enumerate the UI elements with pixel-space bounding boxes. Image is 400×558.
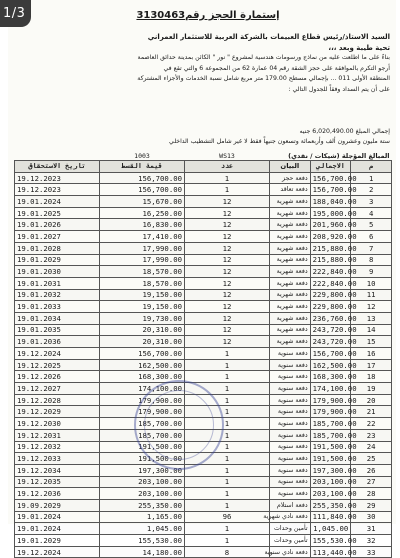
count-cell: 12 (185, 196, 270, 208)
count-cell: 1 (185, 523, 270, 535)
installment-value-cell: 18,570.00 (100, 277, 185, 289)
count-cell: 1 (185, 359, 270, 371)
index-cell: 4 (351, 207, 392, 219)
index-cell: 28 (351, 488, 392, 500)
total-cell: 243,720.00 (310, 336, 351, 348)
index-cell: 7 (351, 242, 392, 254)
total-cell: 168,300.00 (310, 371, 351, 383)
total-cell: 1,045.00 (310, 523, 351, 535)
due-date-cell: 19.01.2036 (15, 336, 100, 348)
installment-value-cell: 191,500.00 (100, 441, 185, 453)
due-date-cell: 19.12.2024 (15, 348, 100, 360)
description-cell: دفعة استلام (270, 499, 311, 511)
total-cell: 208,920.00 (310, 231, 351, 243)
index-cell: 15 (351, 336, 392, 348)
total-cell: 222,840.00 (310, 277, 351, 289)
description-cell: دفعة شهرية (270, 266, 311, 278)
count-cell: 12 (185, 231, 270, 243)
total-cell: 174,100.00 (310, 383, 351, 395)
index-cell: 27 (351, 476, 392, 488)
installment-value-cell: 255,350.00 (100, 499, 185, 511)
count-cell: 1 (185, 172, 270, 184)
description-cell: تأمين وحدات (270, 535, 311, 547)
index-cell: 16 (351, 348, 392, 360)
total-cell: 203,100.00 (310, 488, 351, 500)
count-cell: 12 (185, 301, 270, 313)
total-cell: 155,530.00 (310, 535, 351, 547)
due-date-cell: 19.12.2029 (15, 406, 100, 418)
installment-value-cell: 179,900.00 (100, 394, 185, 406)
total-cell: 203,100.00 (310, 476, 351, 488)
description-cell: دفعة شهرية (270, 231, 311, 243)
installment-value-cell: 156,700.00 (100, 348, 185, 360)
index-cell: 3 (351, 196, 392, 208)
table-row (15, 499, 392, 511)
description-cell: دفعة سنوية (270, 429, 311, 441)
due-date-cell: 19.01.2034 (15, 312, 100, 324)
description-cell: دفعة سنوية (270, 406, 311, 418)
total-cell: 201,960.00 (310, 219, 351, 231)
header-line: تحية طيبة وبعد ،،، (328, 43, 390, 52)
installment-value-cell: 1,045.00 (100, 523, 185, 535)
index-cell: 33 (351, 546, 392, 558)
document-title: إستمارة الحجز رقم3130463 (136, 10, 280, 21)
total-cell: 156,700.00 (310, 172, 351, 184)
due-date-cell: 19.09.2029 (15, 499, 100, 511)
installment-value-cell: 168,300.00 (100, 371, 185, 383)
count-cell: 1 (185, 441, 270, 453)
header-line: أرجو التكرم بالموافقة على حجز الشقة رقم 04 عمارة 62 من المجموعة 6 والتي تقع في (163, 64, 390, 72)
total-cell: 255,350.00 (310, 499, 351, 511)
total-cell: 215,880.00 (310, 254, 351, 266)
table-row (15, 476, 392, 488)
count-cell: 12 (185, 324, 270, 336)
total-cell: 229,800.00 (310, 301, 351, 313)
installment-value-cell: 156,700.00 (100, 184, 185, 196)
installment-value-cell: 19,150.00 (100, 289, 185, 301)
due-date-cell: 19.12.2031 (15, 429, 100, 441)
due-date-cell: 19.01.2026 (15, 219, 100, 231)
index-cell: 32 (351, 535, 392, 547)
table-row (15, 429, 392, 441)
due-date-cell: 19.12.2034 (15, 464, 100, 476)
table-row (15, 394, 392, 406)
due-date-cell: 19.01.2031 (15, 277, 100, 289)
index-cell: 30 (351, 511, 392, 523)
description-cell: دفعة شهرية (270, 324, 311, 336)
total-cell: 195,000.00 (310, 207, 351, 219)
table-row (15, 546, 392, 558)
due-date-cell: 19.01.2035 (15, 324, 100, 336)
due-date-cell: 19.01.2030 (15, 266, 100, 278)
summary-line: ستة مليون وعشرون ألف وأربعمائة وتسعون جنيهاً فقط لا غير شامل التشطيب الداخلي (169, 138, 390, 145)
installment-value-cell: 174,100.00 (100, 383, 185, 395)
table-row (15, 453, 392, 465)
description-cell: دفعة سنوية (270, 476, 311, 488)
description-cell: دفعة شهرية (270, 301, 311, 313)
summary-line: إجمالي المبلغ 6,020,490.00 جنيه (299, 128, 390, 135)
index-cell: 17 (351, 359, 392, 371)
letter-header (16, 32, 390, 95)
count-cell: 1 (185, 476, 270, 488)
header-installment-value: قيمة القسط (100, 161, 185, 173)
table-row (15, 488, 392, 500)
total-cell: 222,840.00 (310, 266, 351, 278)
description-cell: دفعة سنوية (270, 348, 311, 360)
due-date-cell: 19.12.2026 (15, 371, 100, 383)
header-total: الاجمالي (310, 161, 351, 173)
table-row (15, 242, 392, 254)
total-cell: 179,900.00 (310, 406, 351, 418)
index-cell: 21 (351, 406, 392, 418)
table-row (15, 418, 392, 430)
table-row (15, 441, 392, 453)
description-cell: دفعة شهرية (270, 277, 311, 289)
document-page (8, 0, 396, 557)
count-cell: 1 (185, 429, 270, 441)
total-cell: 197,300.00 (310, 464, 351, 476)
index-cell: 18 (351, 371, 392, 383)
count-cell: 12 (185, 336, 270, 348)
header-count: عدد (185, 161, 270, 173)
header-line: السيد الاستاذ/رئيس قطاع العبيمات بالشركة العربية للاستثمار العمراني (147, 33, 390, 41)
count-cell: 12 (185, 242, 270, 254)
description-cell: دفعة شهرية (270, 219, 311, 231)
installment-value-cell: 14,180.00 (100, 546, 185, 558)
due-date-cell: 19.01.2024 (15, 523, 100, 535)
table-row (15, 336, 392, 348)
index-cell: 14 (351, 324, 392, 336)
due-date-cell: 19.01.2032 (15, 289, 100, 301)
count-cell: 96 (185, 511, 270, 523)
due-date-cell: 19.01.2028 (15, 242, 100, 254)
due-date-cell: 19.12.2035 (15, 476, 100, 488)
index-cell: 31 (351, 523, 392, 535)
table-row (15, 184, 392, 196)
description-cell: دفعة حجز (270, 172, 311, 184)
description-cell: دفعة تعاقد (270, 184, 311, 196)
description-cell: دفعة سنوية (270, 464, 311, 476)
count-cell: 12 (185, 266, 270, 278)
index-cell: 9 (351, 266, 392, 278)
index-cell: 29 (351, 499, 392, 511)
total-cell: 156,700.00 (310, 348, 351, 360)
index-cell: 5 (351, 219, 392, 231)
header-line: المنطقة الأولى 011 ... بإجمالي مسطح 179.00 متر مربع شامل نسبة الخدمات والأجزاء المشتركة (137, 75, 390, 82)
count-cell: 1 (185, 464, 270, 476)
table-row (15, 371, 392, 383)
due-date-cell: 19.12.2030 (15, 418, 100, 430)
due-date-cell: 19.01.2027 (15, 231, 100, 243)
header-description: البيان (270, 161, 311, 173)
description-cell: دفعة نادي سنوية (270, 546, 311, 558)
due-date-cell: 19.12.2023 (15, 184, 100, 196)
count-cell: 1 (185, 371, 270, 383)
due-date-cell: 19.01.2029 (15, 254, 100, 266)
table-row (15, 383, 392, 395)
installment-value-cell: 203,100.00 (100, 488, 185, 500)
installment-value-cell: 185,700.00 (100, 429, 185, 441)
table-row (15, 312, 392, 324)
table-row (15, 277, 392, 289)
index-cell: 2 (351, 184, 392, 196)
table-title: المبالغ المؤجلة (شيكات / نقدي) (288, 151, 390, 160)
installment-value-cell: 179,900.00 (100, 406, 185, 418)
installment-value-cell: 203,100.00 (100, 476, 185, 488)
description-cell: دفعة شهرية (270, 289, 311, 301)
table-ref-row (15, 151, 392, 161)
table-row (15, 464, 392, 476)
description-cell: دفعة شهرية (270, 242, 311, 254)
description-cell: دفعة سنوية (270, 394, 311, 406)
count-cell: 1 (185, 453, 270, 465)
page-indicator-badge: 1/3 (0, 0, 31, 27)
due-date-cell: 19.12.2024 (15, 546, 100, 558)
index-cell: 25 (351, 453, 392, 465)
table-row (15, 254, 392, 266)
table-row (15, 406, 392, 418)
due-date-cell: 19.01.2024 (15, 511, 100, 523)
installment-value-cell: 156,700.00 (100, 172, 185, 184)
header-line: على أن يتم السداد وفقاً للجدول التالي : (288, 85, 390, 93)
count-cell: 1 (185, 418, 270, 430)
total-cell: 243,720.00 (310, 324, 351, 336)
table-row (15, 266, 392, 278)
installment-value-cell: 155,530.00 (100, 535, 185, 547)
due-date-cell: 19.01.2033 (15, 301, 100, 313)
due-date-cell: 19.12.2027 (15, 383, 100, 395)
index-cell: 11 (351, 289, 392, 301)
total-cell: 215,880.00 (310, 242, 351, 254)
count-cell: 1 (185, 535, 270, 547)
index-cell: 24 (351, 441, 392, 453)
description-cell: دفعة سنوية (270, 418, 311, 430)
table-header-row (15, 161, 392, 173)
installment-value-cell: 197,300.00 (100, 464, 185, 476)
table-row (15, 207, 392, 219)
installment-value-cell: 162,500.00 (100, 359, 185, 371)
description-cell: دفعة شهرية (270, 254, 311, 266)
table-row (15, 523, 392, 535)
count-cell: 12 (185, 207, 270, 219)
installment-value-cell: 191,500.00 (100, 453, 185, 465)
count-cell: 12 (185, 219, 270, 231)
installment-value-cell: 19,730.00 (100, 312, 185, 324)
description-cell: دفعة سنوية (270, 371, 311, 383)
description-cell: دفعة شهرية (270, 196, 311, 208)
count-cell: 1 (185, 394, 270, 406)
table-row (15, 511, 392, 523)
table-row (15, 289, 392, 301)
total-cell: 162,500.00 (310, 359, 351, 371)
installment-value-cell: 185,700.00 (100, 418, 185, 430)
description-cell: دفعة شهرية (270, 312, 311, 324)
installment-value-cell: 16,250.00 (100, 207, 185, 219)
index-cell: 19 (351, 383, 392, 395)
due-date-cell: 19.01.2024 (15, 196, 100, 208)
header-due-date: تاريخ الاستحقاق (15, 161, 100, 173)
count-cell: 12 (185, 277, 270, 289)
count-cell: 1 (185, 499, 270, 511)
index-cell: 12 (351, 301, 392, 313)
description-cell: دفعة شهرية (270, 336, 311, 348)
table-row (15, 231, 392, 243)
index-cell: 10 (351, 277, 392, 289)
count-cell: 12 (185, 312, 270, 324)
due-date-cell: 19.12.2032 (15, 441, 100, 453)
table-row (15, 196, 392, 208)
table-row (15, 324, 392, 336)
description-cell: دفعة نادي شهرية (270, 511, 311, 523)
index-cell: 6 (351, 231, 392, 243)
table-row (15, 535, 392, 547)
count-cell: 1 (185, 383, 270, 395)
count-cell: 1 (185, 348, 270, 360)
index-cell: 22 (351, 418, 392, 430)
description-cell: دفعة سنوية (270, 488, 311, 500)
index-cell: 8 (351, 254, 392, 266)
total-cell: 156,700.00 (310, 184, 351, 196)
total-cell: 111,840.00 (310, 511, 351, 523)
total-cell: 185,700.00 (310, 418, 351, 430)
due-date-cell: 19.12.2025 (15, 359, 100, 371)
total-cell: 179,900.00 (310, 394, 351, 406)
total-cell: 191,500.00 (310, 453, 351, 465)
description-cell: دفعة سنوية (270, 453, 311, 465)
ref-code: 1003 (134, 151, 150, 160)
index-cell: 23 (351, 429, 392, 441)
installment-value-cell: 18,570.00 (100, 266, 185, 278)
description-cell: دفعة سنوية (270, 383, 311, 395)
table-row (15, 301, 392, 313)
description-cell: دفعة سنوية (270, 359, 311, 371)
table-row (15, 359, 392, 371)
index-cell: 13 (351, 312, 392, 324)
count-cell: 1 (185, 184, 270, 196)
total-cell: 113,440.00 (310, 546, 351, 558)
count-cell: 8 (185, 546, 270, 558)
total-cell: 236,760.00 (310, 312, 351, 324)
header-index: م (351, 161, 392, 173)
ref-code: WS13 (219, 151, 235, 160)
due-date-cell: 19.01.2025 (15, 207, 100, 219)
installment-value-cell: 15,670.00 (100, 196, 185, 208)
due-date-cell: 19.12.2028 (15, 394, 100, 406)
table-row (15, 348, 392, 360)
installment-value-cell: 17,990.00 (100, 254, 185, 266)
description-cell: تأمين وحدات (270, 523, 311, 535)
table-row (15, 172, 392, 184)
index-cell: 20 (351, 394, 392, 406)
index-cell: 26 (351, 464, 392, 476)
payment-schedule-table (14, 151, 392, 558)
installment-value-cell: 16,830.00 (100, 219, 185, 231)
count-cell: 1 (185, 488, 270, 500)
table-body (15, 172, 392, 558)
total-summary (16, 127, 390, 147)
total-cell: 229,800.00 (310, 289, 351, 301)
total-cell: 188,040.00 (310, 196, 351, 208)
installment-value-cell: 17,410.00 (100, 231, 185, 243)
index-cell: 1 (351, 172, 392, 184)
count-cell: 1 (185, 406, 270, 418)
total-cell: 191,500.00 (310, 441, 351, 453)
installment-value-cell: 20,310.00 (100, 324, 185, 336)
count-cell: 12 (185, 254, 270, 266)
installment-value-cell: 1,165.00 (100, 511, 185, 523)
due-date-cell: 19.12.2036 (15, 488, 100, 500)
due-date-cell: 19.01.2029 (15, 535, 100, 547)
installment-value-cell: 17,990.00 (100, 242, 185, 254)
installment-value-cell: 19,150.00 (100, 301, 185, 313)
due-date-cell: 19.12.2033 (15, 453, 100, 465)
count-cell: 12 (185, 289, 270, 301)
description-cell: دفعة شهرية (270, 207, 311, 219)
total-cell: 185,700.00 (310, 429, 351, 441)
installment-value-cell: 20,310.00 (100, 336, 185, 348)
table-row (15, 219, 392, 231)
due-date-cell: 19.12.2023 (15, 172, 100, 184)
description-cell: دفعة سنوية (270, 441, 311, 453)
header-line: بناءً على ما اطلعت عليه من نماذج ورسومات هندسية لمشروع " نور " الكائن بمدينة حدائق العاصمة (137, 54, 390, 61)
